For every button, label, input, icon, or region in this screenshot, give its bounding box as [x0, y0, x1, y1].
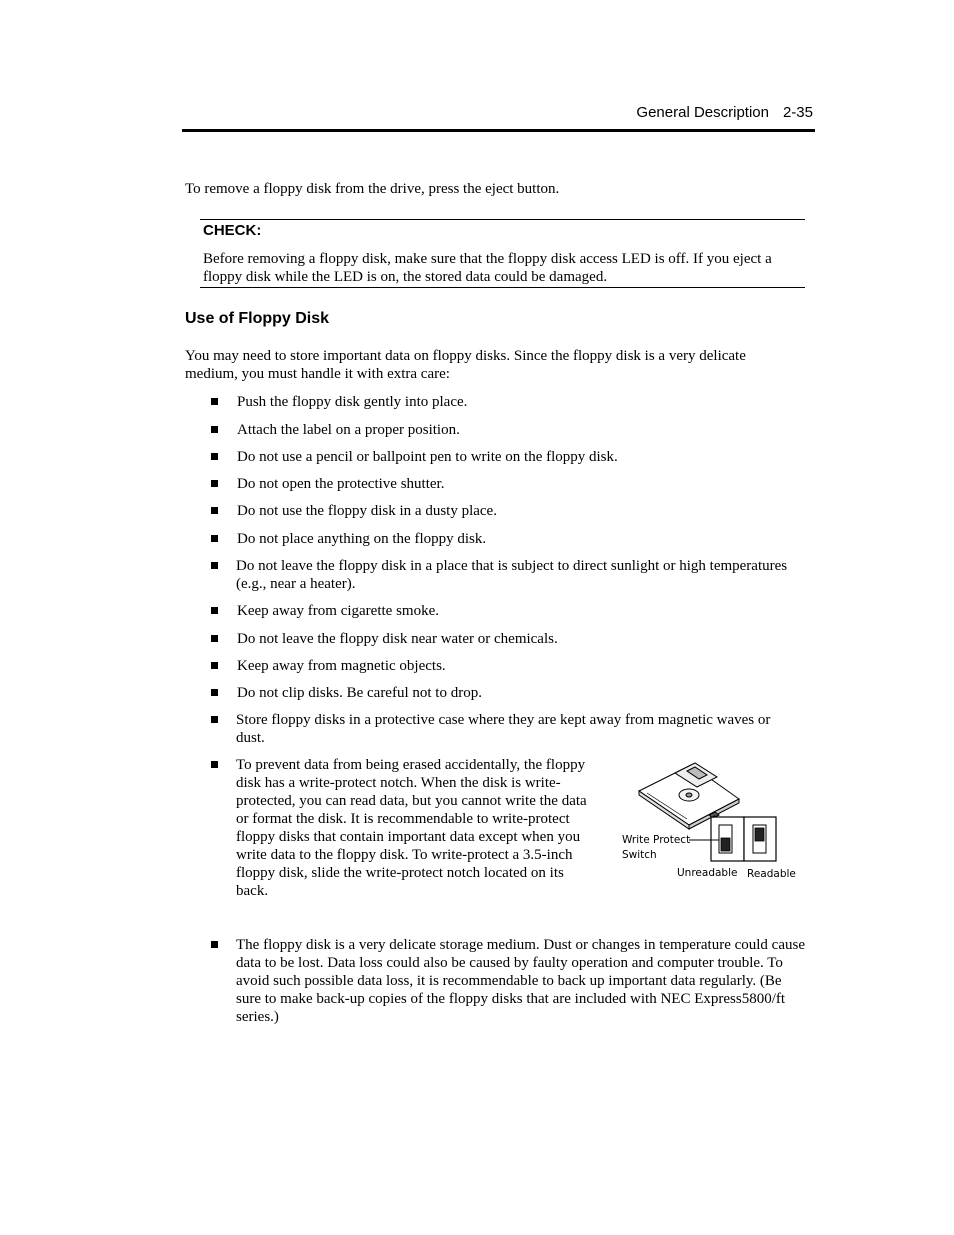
bullet-square-icon — [211, 426, 218, 433]
bullet-square-icon — [211, 453, 218, 460]
check-body: Before removing a floppy disk, make sure that the floppy disk access LED is off. If you eject a floppy disk while the LED is on, the stored data could be damaged. — [203, 251, 772, 285]
header-section: General Description — [636, 104, 769, 121]
intro-text: To remove a floppy disk from the drive, press the eject button. — [185, 181, 560, 197]
page-header — [636, 104, 813, 121]
switch-label: Switch — [622, 849, 657, 861]
readable-label: Readable — [747, 868, 796, 880]
write-protect-label: Write Protect — [622, 834, 691, 846]
bullet-square-icon — [211, 607, 218, 614]
header-rule — [182, 129, 815, 132]
unreadable-label: Unreadable — [677, 867, 738, 879]
check-title: CHECK: — [203, 222, 262, 239]
floppy-write-protect-figure — [615, 757, 810, 892]
page-number: 2-35 — [782, 104, 813, 121]
bullet-square-icon — [211, 398, 218, 405]
bullet-square-icon — [211, 716, 218, 723]
switch-panels — [711, 817, 776, 861]
bullet-square-icon — [211, 941, 218, 948]
bullet-square-icon — [211, 507, 218, 514]
check-box — [200, 219, 805, 288]
intro-paragraph: You may need to store important data on floppy disks. Since the floppy disk is a very delicate medium, you must handle it with extra care: — [185, 348, 746, 382]
bullet-square-icon — [211, 662, 218, 669]
bullet-square-icon — [211, 562, 218, 569]
bullet-square-icon — [211, 761, 218, 768]
section-title: Use of Floppy Disk — [185, 310, 330, 327]
bullet-square-icon — [211, 480, 218, 487]
bullet-square-icon — [211, 689, 218, 696]
bullet-square-icon — [211, 535, 218, 542]
bullet-square-icon — [211, 635, 218, 642]
